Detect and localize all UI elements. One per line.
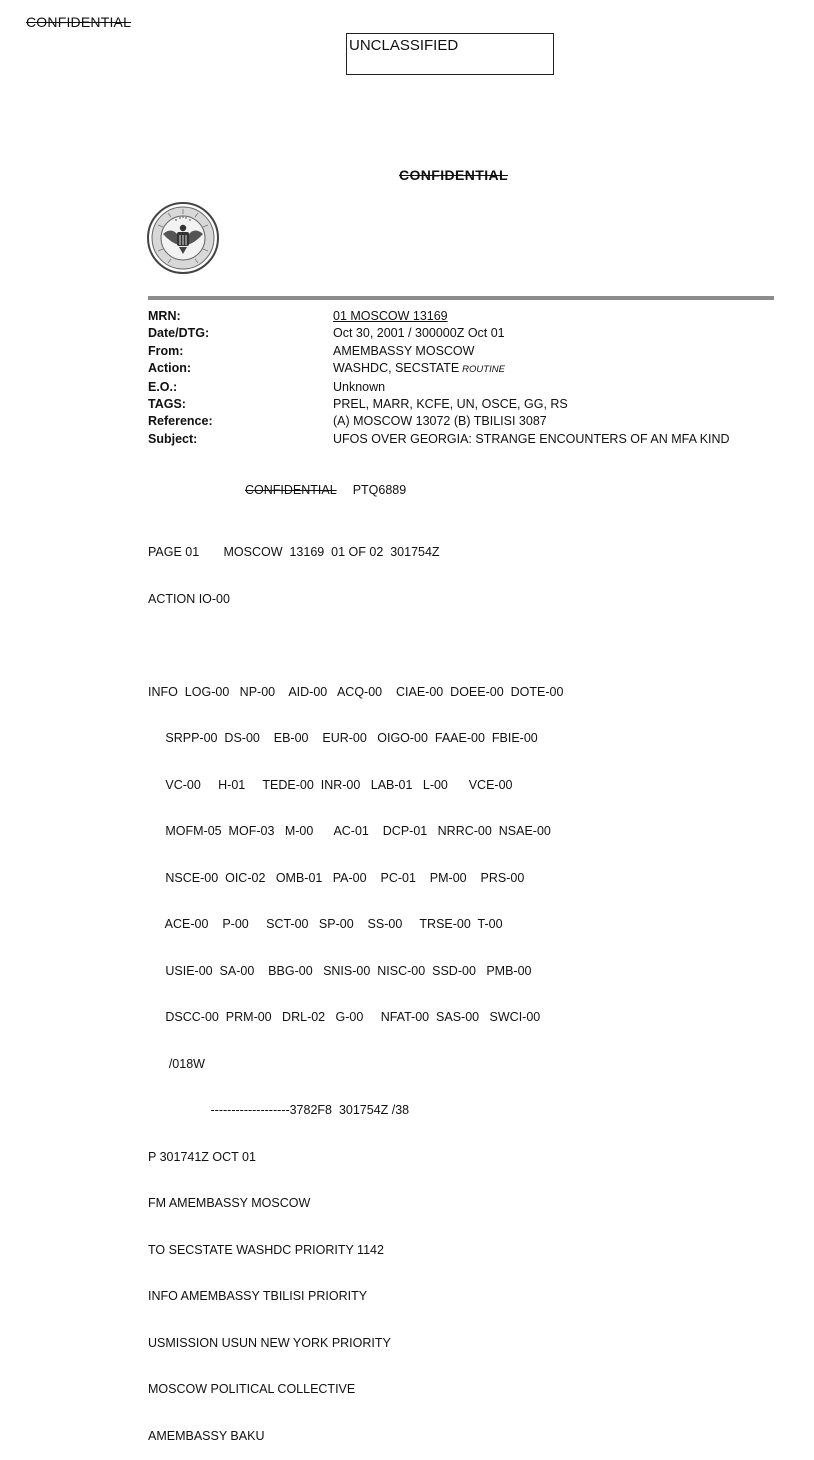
meta-row-tags: [148, 396, 788, 413]
cable-confidential-stamp: CONFIDENTIAL: [245, 483, 337, 497]
cable-line: SRPP-00 DS-00 EB-00 EUR-00 OIGO-00 FAAE-00 FBIE-00: [148, 731, 538, 745]
cable-line: DSCC-00 PRM-00 DRL-02 G-00 NFAT-00 SAS-00 SWCI-00: [148, 1010, 541, 1024]
meta-label: E.O.:: [148, 379, 178, 394]
meta-row-date: [148, 325, 788, 342]
cable-line: USIE-00 SA-00 BBG-00 SNIS-00 NISC-00 SSD-00 PMB-00: [148, 963, 532, 978]
cable-line: /018W: [148, 1056, 205, 1071]
meta-row-action: [148, 360, 788, 378]
meta-value: Oct 30, 2001 / 300000Z Oct 01: [333, 326, 505, 341]
action-priority: ROUTINE: [462, 364, 505, 376]
cable-line: [148, 638, 798, 654]
meta-row-subject: [148, 431, 788, 448]
meta-label: TAGS:: [148, 397, 186, 412]
meta-value: [333, 360, 788, 378]
header-divider: [148, 296, 774, 300]
department-of-state-seal-icon: [146, 201, 220, 275]
meta-label: From:: [148, 343, 184, 358]
meta-label: Reference:: [148, 414, 213, 429]
meta-row-reference: [148, 413, 788, 430]
cable-line: VC-00 H-01 TEDE-00 INR-00 LAB-01 L-00 VCE-00: [148, 777, 513, 792]
cable-line: PAGE 01 MOSCOW 13169 01 OF 02 301754Z: [148, 545, 440, 559]
cable-line: P 301741Z OCT 01: [148, 1149, 256, 1164]
meta-label: MRN:: [148, 309, 181, 323]
meta-row-from: [148, 343, 788, 360]
cable-line: INFO AMEMBASSY TBILISI PRIORITY: [148, 1289, 368, 1303]
cable-line: INFO LOG-00 NP-00 AID-00 ACQ-00 CIAE-00 DOEE-00 DOTE-00: [148, 684, 564, 699]
action-value: WASHDC, SECSTATE: [333, 361, 460, 376]
cable-control-number: PTQ6889: [352, 483, 407, 497]
cable-line: TO SECSTATE WASHDC PRIORITY 1142: [148, 1242, 384, 1257]
meta-value: (A) MOSCOW 13072 (B) TBILISI 3087: [333, 414, 547, 429]
cable-line: FM AMEMBASSY MOSCOW: [148, 1196, 311, 1210]
meta-value: UFOS OVER GEORGIA: STRANGE ENCOUNTERS OF AN MFA KIND: [333, 431, 730, 446]
cable-line: AMEMBASSY BAKU: [148, 1428, 265, 1443]
mrn-link[interactable]: 01 MOSCOW 13169: [333, 309, 448, 323]
meta-row-eo: [148, 379, 788, 396]
cable-line: MOFM-05 MOF-03 M-00 AC-01 DCP-01 NRRC-00 NSAE-00: [148, 824, 551, 838]
meta-label: Subject:: [148, 431, 198, 446]
cable-line: MOSCOW POLITICAL COLLECTIVE: [148, 1382, 356, 1396]
cable-line: ACTION IO-00: [148, 591, 230, 606]
meta-row-mrn: [148, 308, 788, 325]
meta-value: Unknown: [333, 379, 386, 394]
cable-line: ACE-00 P-00 SCT-00 SP-00 SS-00 TRSE-00 T-00: [148, 917, 503, 931]
cable-line: USMISSION USUN NEW YORK PRIORITY: [148, 1335, 391, 1350]
cable-classification-line: [245, 483, 406, 497]
top-confidential-stamp: CONFIDENTIAL: [26, 14, 132, 30]
cable-body: [148, 514, 798, 1460]
meta-label: Date/DTG:: [148, 326, 210, 341]
header-confidential-stamp: CONFIDENTIAL: [399, 167, 509, 183]
classification-label: UNCLASSIFIED: [349, 37, 459, 54]
cable-metadata: [148, 308, 788, 448]
cable-line: NSCE-00 OIC-02 OMB-01 PA-00 PC-01 PM-00 PRS-00: [148, 870, 525, 885]
meta-label: Action:: [148, 361, 192, 376]
classification-box: [346, 33, 554, 75]
meta-value: PREL, MARR, KCFE, UN, OSCE, GG, RS: [333, 397, 568, 412]
meta-value: AMEMBASSY MOSCOW: [333, 343, 475, 358]
cable-line: -------------------3782F8 301754Z /38: [148, 1103, 410, 1117]
